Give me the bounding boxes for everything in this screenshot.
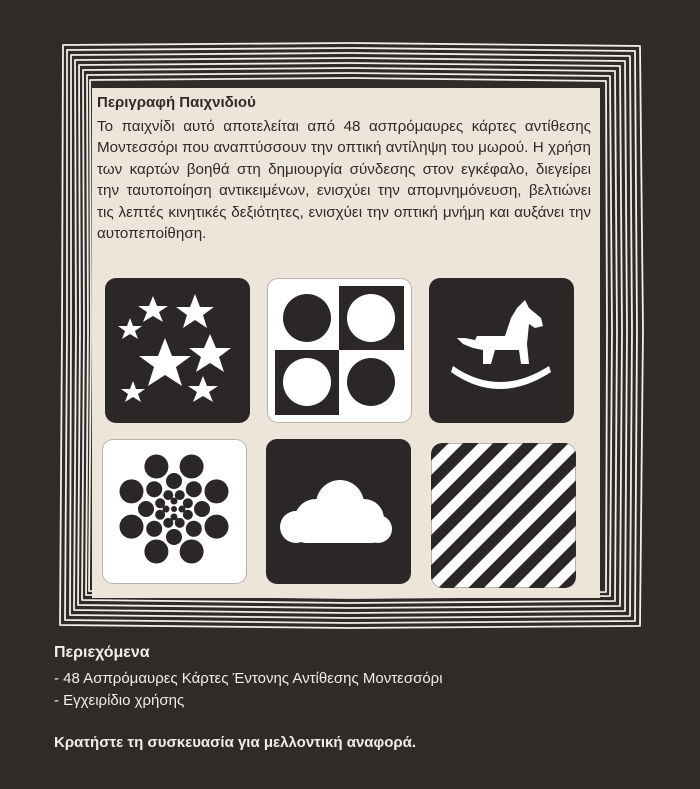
flower-dot bbox=[204, 515, 228, 539]
diagonal-stripes-card-icon bbox=[431, 443, 576, 588]
rocking-horse-card-icon bbox=[429, 278, 574, 423]
description-body: Το παιχνίδι αυτό αποτελείται από 48 ασπρόμαυρες κάρτες αντίθεσης Μοντεσσόρι που αναπτύσσουν την οπτική αντίληψη του μωρού. Η χρήση των καρτών βοηθά στη δημιουργία σύνδεσης στον εγκέφαλο, διεγείρει την ταυτοποίηση αντικειμένων, ενισχύει την απομνημόνευση, βελτιώνει τις λεπτές κινητικές δεξιότητες, ενισχύει την οπτική μνήμη και αυξάνει την αυτοπεποίθηση. bbox=[97, 118, 591, 243]
packaging-note: Κρατήστε τη συσκευασία για μελλοντική αναφορά. bbox=[54, 734, 417, 751]
flower-dot bbox=[155, 498, 165, 508]
flower-dot bbox=[183, 498, 193, 508]
rocking-horse-card bbox=[429, 278, 574, 423]
flower-dot bbox=[120, 479, 144, 503]
flower-dot bbox=[155, 510, 165, 520]
description-title: Περιγραφή Παιχνιδιού bbox=[97, 94, 256, 111]
contents-heading: Περιεχόμενα bbox=[54, 644, 150, 661]
flower-dot bbox=[194, 501, 210, 517]
flower-dot bbox=[204, 479, 228, 503]
cloud-card-icon bbox=[266, 439, 411, 584]
flower-dot bbox=[144, 539, 168, 563]
stars-card bbox=[105, 278, 250, 423]
flower-dot bbox=[175, 490, 185, 500]
flower-dot bbox=[166, 473, 182, 489]
flower-dot bbox=[138, 501, 154, 517]
contents-item-manual: - Εγχειρίδιο χρήσης bbox=[54, 692, 185, 709]
flower-dot bbox=[163, 518, 173, 528]
flower-dot bbox=[171, 506, 177, 512]
flower-dot bbox=[183, 510, 193, 520]
flower-dot bbox=[166, 529, 182, 545]
diagonal-stripes-card bbox=[431, 443, 576, 588]
flower-dot bbox=[163, 490, 173, 500]
cloud-card bbox=[266, 439, 411, 584]
flower-dot bbox=[180, 455, 204, 479]
flower-dot bbox=[186, 521, 202, 537]
flower-dot bbox=[146, 481, 162, 497]
flower-dot bbox=[186, 481, 202, 497]
flower-dot bbox=[175, 518, 185, 528]
stars-card-icon bbox=[105, 278, 250, 423]
flower-dot bbox=[180, 539, 204, 563]
dot-flower-card-icon bbox=[102, 439, 247, 584]
contents-item-cards: - 48 Ασπρόμαυρες Κάρτες Έντονης Αντίθεσης Μοντεσσόρι bbox=[54, 670, 443, 687]
circles-checker-card-icon bbox=[267, 278, 412, 423]
circles-checker-card bbox=[267, 278, 412, 423]
flower-dot bbox=[146, 521, 162, 537]
flower-dot bbox=[144, 455, 168, 479]
dot-flower-card bbox=[102, 439, 247, 584]
flower-dot bbox=[120, 515, 144, 539]
